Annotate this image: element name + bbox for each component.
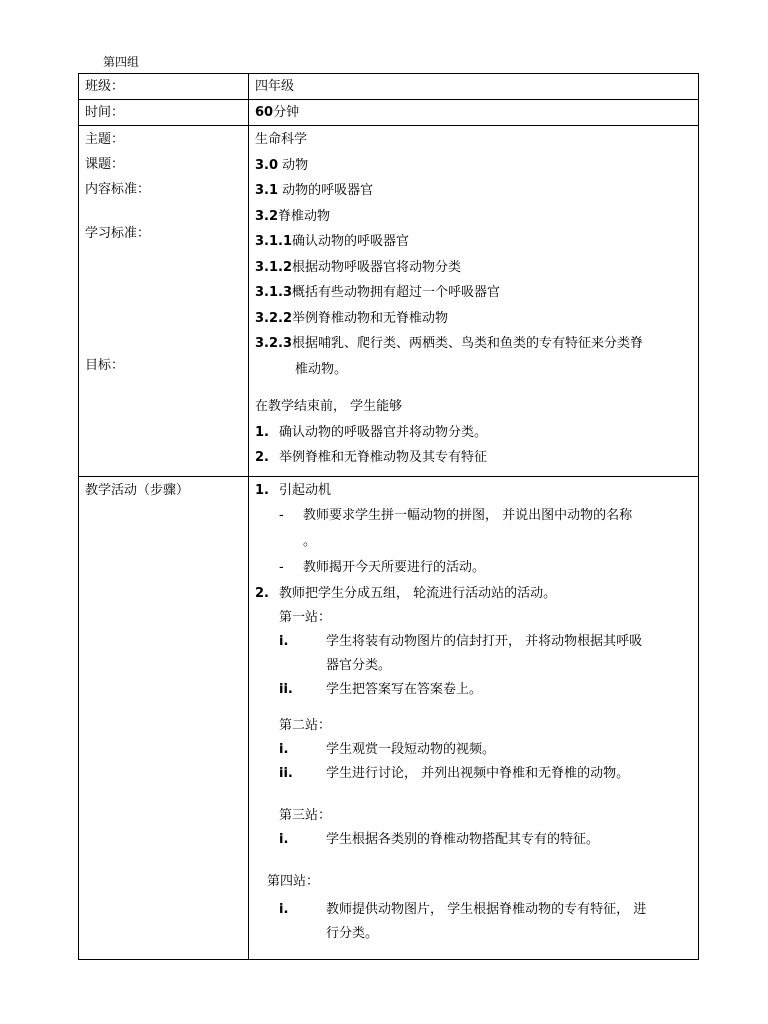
time-value-cell [249,100,699,126]
class-label: 班级： [85,79,125,94]
time-value-number: 60 [255,105,274,120]
class-value-cell [249,74,699,100]
station-item: ii. 学生把答案写在答案卷上。 [279,682,483,697]
content-standard-item: 3.2脊椎动物 [255,208,331,224]
step-1-item: - 教师要求学生拼一幅动物的拼图， 并说出图中动物的名称 [279,508,633,523]
activity-value-cell [249,477,699,960]
standards-label-cell [79,126,249,477]
learning-standard-item: 3.2.2举例脊椎动物和无脊椎动物 [255,310,449,326]
content-standard-item: 3.1 动物的呼吸器官 [255,183,374,198]
step-1: 1. 引起动机 [255,483,332,498]
step-1-item: - 教师揭开今天所要进行的活动。 [279,560,486,575]
topic-value: 3.0 动物 [255,157,309,173]
station-item-continued: 器官分类。 [326,658,392,673]
spacer [255,852,690,870]
time-label: 时间： [85,105,125,120]
time-row [79,100,699,126]
station-item: i. 学生将装有动物图片的信封打开， 并将动物根据其呼吸 [279,634,643,649]
objective-intro: 在教学结束前， 学生能够 [255,399,403,414]
time-value [255,100,690,125]
station-item-continued: 行分类。 [326,926,379,941]
spacer [255,702,690,714]
station-title: 第二站： [279,718,332,733]
standards-row [79,126,699,477]
learning-standard-item: 3.2.3根据哺乳、爬行类、两栖类、鸟类和鱼类的专有特征来分类脊 [255,336,644,351]
learning-standard-item-continued: 椎动物。 [295,361,348,377]
time-label-cell [79,100,249,126]
station-item: i. 学生根据各类别的脊椎动物搭配其专有的特征。 [279,832,600,847]
class-label-cell [79,74,249,100]
station-item: i. 学生观赏一段短动物的视频。 [279,742,496,757]
theme-value: 生命科学 [255,132,308,147]
spacer [255,382,690,394]
activity-label: 教学活动（步骤） [85,483,190,498]
class-row [79,74,699,100]
objective-item: 1. 确认动物的呼吸器官并将动物分类。 [255,424,488,440]
class-value: 四年级 [255,79,295,94]
station-title: 第一站： [279,610,332,625]
objective-label: 目标： [85,358,125,373]
time-value-unit: 分钟 [273,105,300,120]
activity-label-cell [79,477,249,960]
station-item: ii. 学生进行讨论， 并列出视频中脊椎和无脊椎的动物。 [279,766,630,781]
standards-value-cell [249,126,699,477]
theme-label: 主题： [85,132,125,147]
step-2: 2. 教师把学生分成五组， 轮流进行活动站的活动。 [255,586,557,601]
lesson-plan-table [78,73,699,960]
activity-row [79,477,699,960]
spacer [255,786,690,804]
station-title: 第四站： [267,874,320,889]
learning-standard-item: 3.1.2根据动物呼吸器官将动物分类 [255,259,462,275]
station-title: 第三站： [279,808,332,823]
step-1-item-continued: 。 [303,534,317,549]
group-title: 第四组 [103,55,140,69]
learning-standard-item: 3.1.3概括有些动物拥有超过一个呼吸器官 [255,285,501,300]
learning-standard-item: 3.1.1确认动物的呼吸器官 [255,234,410,249]
objective-item: 2. 举例脊椎和无脊椎动物及其专有特征 [255,449,488,465]
learning-standard-label: 学习标准： [85,226,151,241]
content-standard-label: 内容标准： [85,182,151,197]
topic-label: 课题： [85,157,125,172]
station-item: i. 教师提供动物图片， 学生根据脊椎动物的专有特征， 进 [279,902,647,917]
